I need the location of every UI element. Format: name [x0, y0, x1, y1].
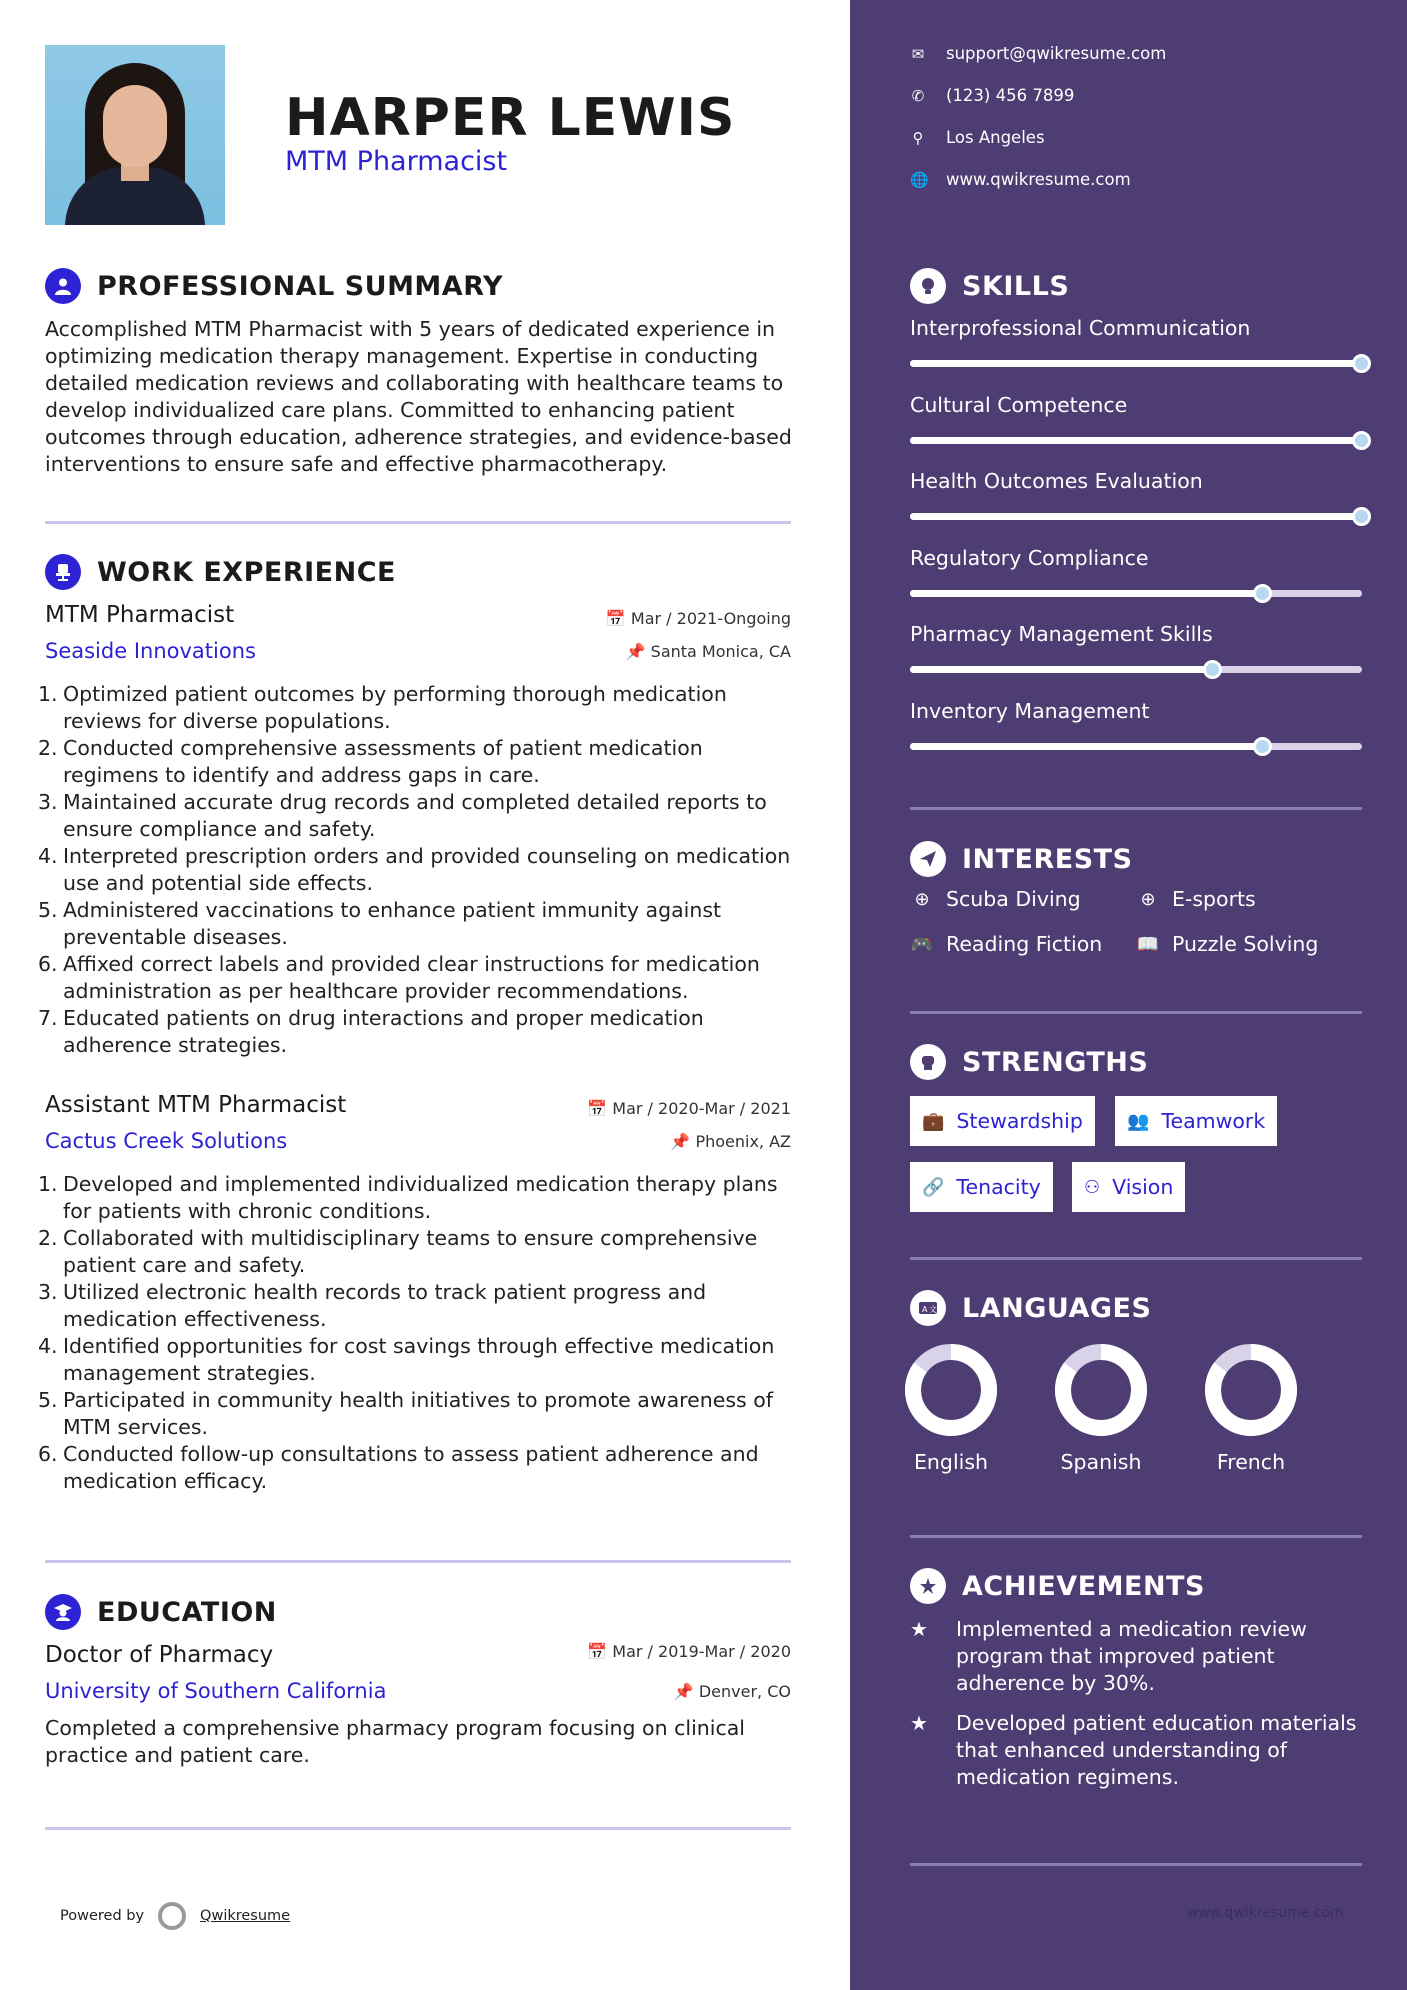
list-item: 4. Interpreted prescription orders and provided counseling on medication use and potential side effects.: [38, 844, 791, 895]
calendar-icon: 📅: [587, 1642, 613, 1661]
divider: [910, 1257, 1362, 1260]
skill-level-fill: [910, 666, 1213, 673]
skill-level-bar: [910, 590, 1362, 597]
candidate-name: HARPER LEWIS: [285, 88, 736, 148]
graduate-icon: [45, 1594, 81, 1630]
skills-title: SKILLS: [962, 270, 1070, 302]
list-item: 3. Utilized electronic health records to track patient progress and medication effectiveness.: [38, 1280, 707, 1331]
qwikresume-link[interactable]: Qwikresume: [200, 1908, 291, 1924]
experience-heading: [45, 554, 396, 590]
svg-text:文: 文: [929, 1305, 937, 1314]
footer-site[interactable]: www.qwikresume.com: [1187, 1905, 1344, 1921]
divider: [45, 521, 791, 524]
education-text: Completed a comprehensive pharmacy program focusing on clinical practice and patient care.: [45, 1716, 745, 1767]
chair-icon: [45, 554, 81, 590]
contact-email[interactable]: ✉ support@qwikresume.com: [911, 44, 1167, 63]
list-item: 5. Participated in community health initiatives to promote awareness of MTM services.: [38, 1388, 774, 1439]
school-name: University of Southern California: [45, 1679, 387, 1703]
language-item: [1186, 1342, 1316, 1474]
skill-level-bar: [910, 666, 1362, 673]
job-dates: 📅 Mar / 2021-Ongoing: [605, 609, 791, 628]
contact-location: ⚲ Los Angeles: [910, 128, 1045, 147]
star-icon: ★: [910, 1711, 928, 1735]
divider: [45, 1560, 791, 1563]
list-item: 1. Developed and implemented individualized medication therapy plans for patients with chronic conditions.: [38, 1172, 778, 1223]
lightbulb-icon: [910, 268, 946, 304]
interests-heading: [910, 841, 1133, 877]
star-badge-icon: [910, 1568, 946, 1604]
skill-label: Regulatory Compliance: [910, 545, 1149, 570]
job-location: 📌 Phoenix, AZ: [670, 1132, 791, 1151]
achievements-title: ACHIEVEMENTS: [962, 1570, 1205, 1602]
briefcase-icon: 💼: [922, 1110, 945, 1132]
job-company: Cactus Creek Solutions: [45, 1129, 288, 1153]
education-dates: 📅 Mar / 2019-Mar / 2020: [587, 1642, 791, 1661]
job-title: MTM Pharmacist: [45, 602, 235, 628]
gamepad-icon: 🎮: [910, 933, 934, 955]
education-title: EDUCATION: [97, 1596, 277, 1628]
job-title: Assistant MTM Pharmacist: [45, 1092, 347, 1118]
skills-heading: [910, 268, 1069, 304]
powered-by: [60, 1902, 290, 1930]
language-icon: [910, 1290, 946, 1326]
skill-level-knob: [1203, 660, 1222, 679]
summary-title: PROFESSIONAL SUMMARY: [97, 270, 504, 302]
job-bullets: [38, 1171, 798, 1495]
skill-level-bar: [910, 513, 1362, 520]
skill-label: Pharmacy Management Skills: [910, 622, 1213, 646]
divider: [910, 1535, 1362, 1538]
achievement-item: ★ Developed patient education materials that enhanced understanding of medication regimens.: [910, 1711, 1357, 1789]
divider: [910, 1863, 1362, 1866]
interests-title: INTERESTS: [962, 843, 1133, 875]
sidebar: [850, 0, 1407, 1990]
job-location: 📌 Santa Monica, CA: [625, 642, 791, 661]
language-item: [1036, 1342, 1166, 1474]
list-item: 2. Collaborated with multidisciplinary teams to ensure comprehensive patient care and safety.: [38, 1226, 758, 1277]
divider: [910, 1011, 1362, 1014]
achievements-heading: [910, 1568, 1205, 1604]
interest-item: 📖 Puzzle Solving: [1136, 932, 1319, 956]
candidate-title: MTM Pharmacist: [285, 146, 508, 177]
language-label: French: [1216, 1450, 1286, 1474]
star-icon: ★: [910, 1617, 928, 1641]
skill-level-knob: [1352, 354, 1371, 373]
envelope-icon: ✉: [911, 44, 925, 63]
profile-photo: [45, 45, 225, 225]
skill-level-bar: [910, 743, 1362, 750]
powered-by-label: Powered by: [60, 1908, 145, 1924]
experience-title: WORK EXPERIENCE: [97, 556, 396, 588]
skill-label: Cultural Competence: [910, 392, 1128, 417]
globe-icon: 🌐: [910, 170, 929, 189]
job-company: Seaside Innovations: [45, 639, 256, 663]
skill-level-fill: [910, 360, 1362, 367]
strength-badge: ⚇ Vision: [1072, 1162, 1185, 1212]
language-level-ring: [1203, 1342, 1299, 1438]
list-item: 1. Optimized patient outcomes by performing thorough medication reviews for diverse populations.: [38, 682, 727, 733]
skill-label: Health Outcomes Evaluation: [910, 469, 1203, 493]
list-item: 3. Maintained accurate drug records and completed detailed reports to ensure compliance and safety.: [38, 790, 767, 841]
binoculars-icon: ⚇: [1084, 1176, 1101, 1198]
list-item: 6. Conducted follow-up consultations to assess patient adherence and medication efficacy.: [38, 1442, 759, 1493]
users-icon: 👥: [1127, 1110, 1150, 1132]
divider: [910, 807, 1362, 810]
job-bullets: [38, 681, 798, 1059]
education-heading: [45, 1594, 277, 1630]
contact-phone[interactable]: ✆ (123) 456 7899: [911, 86, 1075, 105]
user-icon: [45, 268, 81, 304]
skill-label: Interprofessional Communication: [910, 316, 1251, 340]
language-level-ring: [1053, 1342, 1149, 1438]
languages-title: LANGUAGES: [962, 1292, 1152, 1324]
lifebuoy-icon: ⊕: [1140, 888, 1156, 910]
job-dates: 📅 Mar / 2020-Mar / 2021: [587, 1099, 791, 1118]
book-icon: 📖: [1136, 933, 1160, 955]
interest-item: ⊕ E-sports: [1136, 887, 1256, 911]
strength-badge: 💼 Stewardship: [910, 1096, 1095, 1146]
skill-level-bar: [910, 360, 1362, 367]
interest-item: 🎮 Reading Fiction: [910, 932, 1103, 956]
list-item: 4. Identified opportunities for cost savings through effective medication management strategies.: [38, 1334, 775, 1385]
list-item: 5. Administered vaccinations to enhance patient immunity against preventable diseases.: [38, 898, 722, 949]
list-item: 7. Educated patients on drug interactions and proper medication adherence strategies.: [38, 1006, 704, 1057]
lifebuoy-icon: ⊕: [914, 888, 930, 910]
svg-text:A: A: [922, 1305, 928, 1314]
language-label: Spanish: [1060, 1450, 1142, 1474]
contact-website[interactable]: 🌐 www.qwikresume.com: [910, 170, 1131, 189]
skill-level-knob: [1253, 584, 1272, 603]
phone-icon: ✆: [911, 86, 925, 105]
skill-level-knob: [1352, 431, 1371, 450]
summary-text: Accomplished MTM Pharmacist with 5 years of dedicated experience in optimizing medication therapy management. Expertise in conducting detailed medication reviews and collaborating with healthcare teams to develop individualized care plans. Committed to enhancing patient outcomes through education, adherence strategies, and evidence-based interventions to ensure safe and effective pharmacotherapy.: [45, 317, 792, 476]
achievement-item: ★ Implemented a medication review program that improved patient adherence by 30%.: [910, 1617, 1307, 1695]
list-item: 6. Affixed correct labels and provided clear instructions for medication administration as per healthcare provider recommendations.: [38, 952, 760, 1003]
skill-label: Inventory Management: [910, 698, 1150, 723]
skill-level-fill: [910, 513, 1362, 520]
map-pin-icon: ⚲: [912, 128, 924, 147]
strengths-heading: [910, 1044, 1148, 1080]
skill-level-knob: [1352, 507, 1371, 526]
education-location: 📌 Denver, CO: [673, 1682, 791, 1701]
skill-level-fill: [910, 743, 1263, 750]
language-label: English: [913, 1450, 989, 1474]
paper-plane-icon: [910, 841, 946, 877]
skill-level-fill: [910, 590, 1263, 597]
language-level-ring: [903, 1342, 999, 1438]
fist-icon: [910, 1044, 946, 1080]
link-icon: 🔗: [922, 1176, 945, 1198]
degree-title: Doctor of Pharmacy: [45, 1642, 274, 1668]
strength-badge: 👥 Teamwork: [1115, 1096, 1277, 1146]
interest-item: ⊕ Scuba Diving: [910, 887, 1081, 911]
qwikresume-logo-icon: [158, 1902, 186, 1930]
strength-badge: 🔗 Tenacity: [910, 1162, 1053, 1212]
summary-heading: [45, 268, 503, 304]
languages-heading: [910, 1290, 1151, 1326]
calendar-icon: 📅: [605, 609, 631, 628]
divider: [45, 1827, 791, 1830]
language-item: [886, 1342, 1016, 1474]
calendar-icon: 📅: [587, 1099, 613, 1118]
skill-level-knob: [1253, 737, 1272, 756]
pin-icon: 📌: [673, 1682, 699, 1701]
pin-icon: 📌: [625, 642, 651, 661]
pin-icon: 📌: [670, 1132, 696, 1151]
skill-level-bar: [910, 437, 1362, 444]
list-item: 2. Conducted comprehensive assessments of patient medication regimens to identify and address gaps in care.: [38, 736, 703, 787]
strengths-title: STRENGTHS: [962, 1046, 1149, 1078]
skill-level-fill: [910, 437, 1362, 444]
